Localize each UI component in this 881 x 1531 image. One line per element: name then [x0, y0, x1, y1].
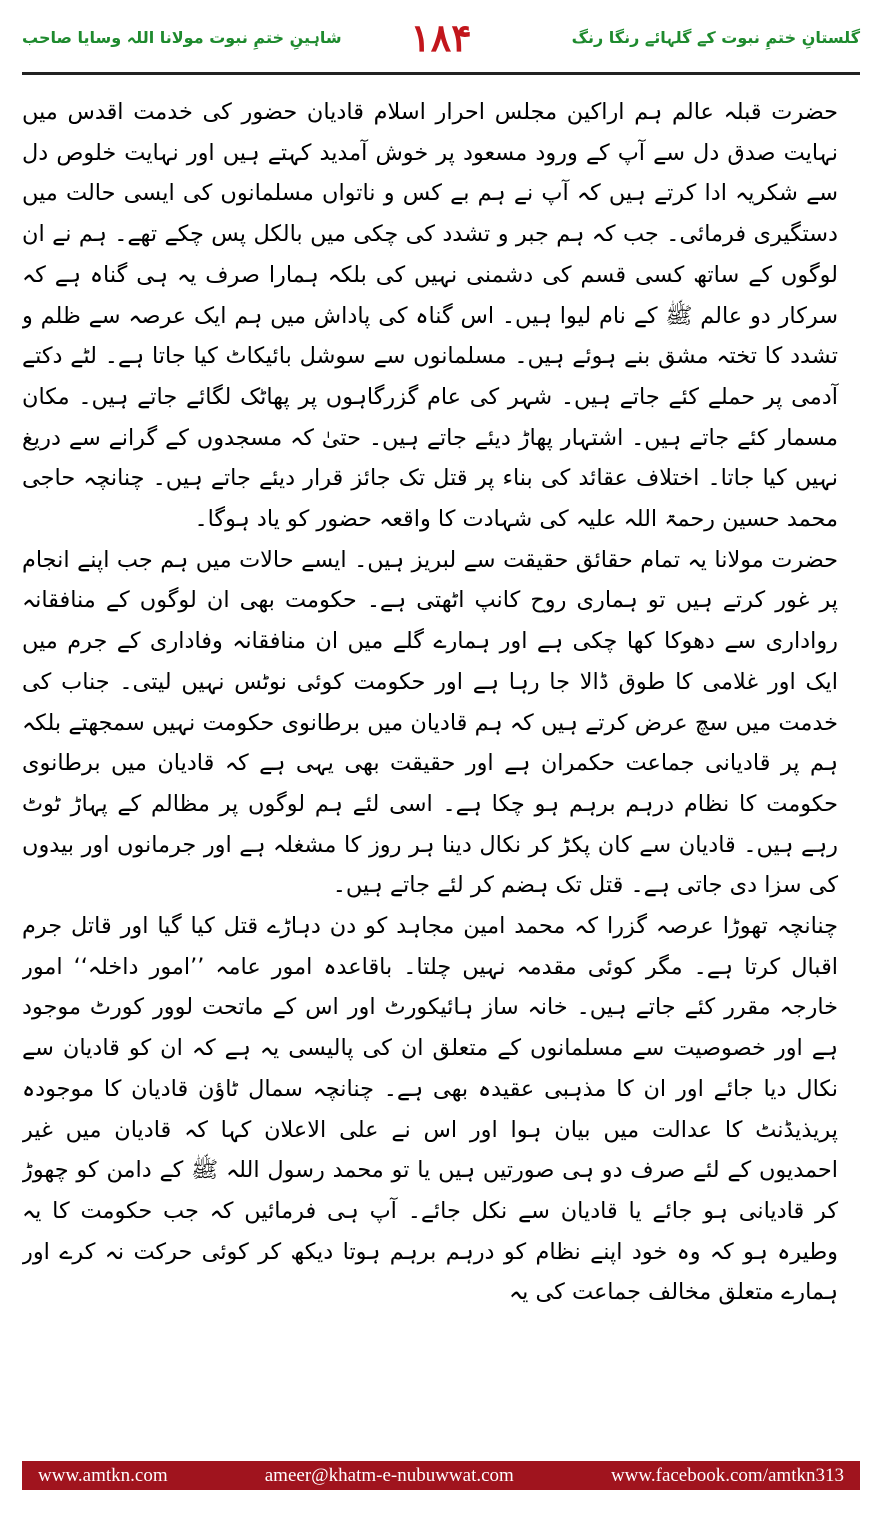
page-body	[22, 92, 860, 1442]
author-title: شاہینِ ختمِ نبوت مولانا اللہ وسایا صاحب	[22, 28, 342, 47]
page-footer	[22, 1461, 860, 1490]
page-number: ۱۸۴	[410, 15, 472, 60]
book-title: گلستانِ ختمِ نبوت کے گلہائے رنگا رنگ	[571, 28, 860, 47]
email-link[interactable]: ameer@khatm-e-nubuwwat.com	[264, 1464, 514, 1486]
page-header	[22, 14, 860, 66]
paragraph-3: چنانچہ تھوڑا عرصہ گزرا کہ محمد امین مجاہد کو دن دہاڑے قتل کیا گیا اور قاتل جرم اقبال کرتا ہے۔ مگر کوئی مقدمہ نہیں چلتا۔ باقاعدہ امور عامہ ’’امور داخلہ‘‘ امور خارجہ مقرر کئے جاتے ہیں۔ خانہ ساز ہائیکورٹ اور اس کے ماتحت لوور کورٹ موجود ہے اور خصوصیت سے مسلمانوں کے متعلق ان کی پالیسی یہ ہے کہ ان کو قادیان سے نکال دیا جائے اور ان کا مذہبی عقیدہ بھی ہے۔ چنانچہ سمال ٹاؤن قادیان کا موجودہ پریذیڈنٹ کا عدالت میں بیان ہوا اور اس نے علی الاعلان کہا کہ قادیان میں غیر احمدیوں کے لئے صرف دو ہی صورتیں ہیں یا تو محمد رسول اللہ ﷺ کے دامن کو چھوڑ کر قادیانی ہو جائے یا قادیان سے نکل جائے۔ آپ ہی فرمائیں کہ جب حکومت کا یہ وطیرہ ہو کہ وہ خود اپنے نظام کو درہم برہم ہوتا دیکھ کر کوئی حرکت نہ کرے اور ہمارے متعلق مخالف جماعت کی یہ	[22, 913, 838, 1306]
paragraph-1: حضرت قبلہ عالم ہم اراکین مجلس احرار اسلام قادیان حضور کی خدمت اقدس میں نہایت صدق دل سے آپ کے ورود مسعود پر خوش آمدید کہتے ہیں اور نہایت خلوص دل سے شکریہ ادا کرتے ہیں کہ آپ نے ہم بے کس و ناتواں مسلمانوں کی ایسی حالت میں دستگیری فرمائی۔ جب کہ ہم جبر و تشدد کی چکی میں بالکل پس چکے تھے۔ ہم نے ان لوگوں کے ساتھ کسی قسم کی دشمنی نہیں کی بلکہ ہمارا صرف یہ ہی گناہ ہے کہ سرکار دو عالم ﷺ کے نام لیوا ہیں۔ اس گناہ کی پاداش میں ہم ایک عرصہ سے ظلم و تشدد کا تختہ مشق بنے ہوئے ہیں۔ مسلمانوں سے سوشل بائیکاٹ کیا جاتا ہے۔ لٹے دکتے آدمی پر حملے کئے جاتے ہیں۔ شہر کی عام گزرگاہوں پر پھاٹک لگائے جاتے ہیں۔ مکان مسمار کئے جاتے ہیں۔ اشتہار پھاڑ دیئے جاتے ہیں۔ حتیٰ کہ مسجدوں کے گرانے سے دریغ نہیں کیا جاتا۔ اختلاف عقائد کی بناء پر قتل تک جائز قرار دیئے جاتے ہیں۔ چنانچہ حاجی محمد حسین رحمۃ اللہ علیہ کی شہادت کا واقعہ حضور کو یاد ہوگا۔	[22, 99, 838, 533]
paragraph-2: حضرت مولانا یہ تمام حقائق حقیقت سے لبریز ہیں۔ ایسے حالات میں ہم جب اپنے انجام پر غور کرتے ہیں تو ہماری روح کانپ اٹھتی ہے۔ حکومت بھی ان لوگوں کے منافقانہ رواداری سے دھوکا کھا چکی ہے اور ہمارے گلے میں ان منافقانہ وفاداری کے جرم میں ایک اور غلامی کا طوق ڈالا جا رہا ہے اور حکومت کوئی نوٹس نہیں لیتی۔ جناب کی خدمت میں سچ عرض کرتے ہیں کہ ہم قادیان میں برطانوی حکومت نہیں سمجھتے بلکہ ہم پر قادیانی جماعت حکمران ہے اور حقیقت بھی یہی ہے کہ قادیان میں برطانوی حکومت کا نظام درہم برہم ہو چکا ہے۔ اسی لئے ہم لوگوں پر مظالم کے پہاڑ ٹوٹ رہے ہیں۔ قادیان سے کان پکڑ کر نکال دینا ہر روز کا مشغلہ ہے اور جرمانوں اور بیدوں کی سزا دی جاتی ہے۔ قتل تک ہضم کر لئے جاتے ہیں۔	[22, 546, 838, 899]
header-divider	[22, 72, 860, 75]
facebook-link[interactable]: www.facebook.com/amtkn313	[610, 1464, 844, 1486]
website-link[interactable]: www.amtkn.com	[38, 1464, 168, 1486]
